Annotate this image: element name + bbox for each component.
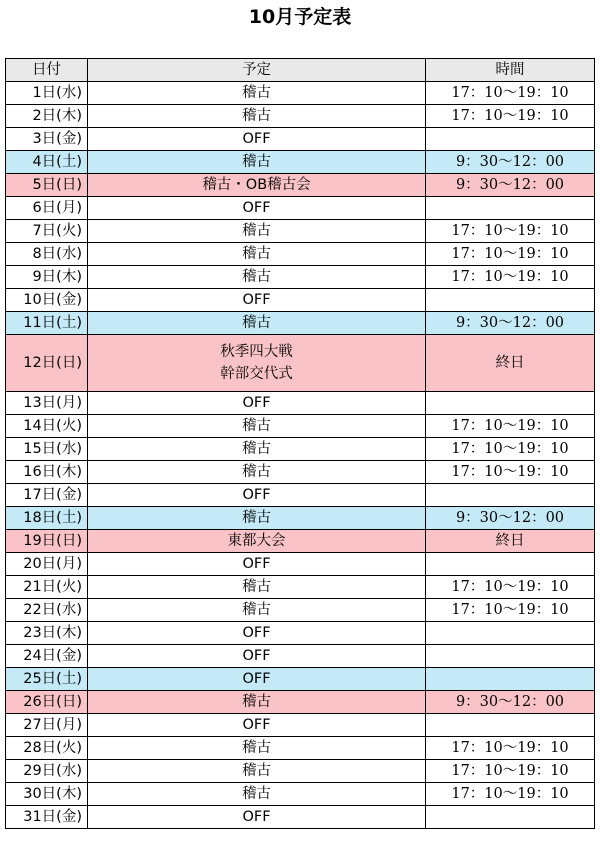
plan-text: 稽古 — [242, 786, 271, 802]
date-cell: 2日(木) — [6, 105, 88, 128]
plan-text: 稽古 — [242, 510, 271, 526]
time-cell: 17：10〜19：10 — [426, 82, 595, 105]
time-cell: 終日 — [426, 530, 595, 553]
plan-text: 稽古 — [242, 223, 271, 239]
date-cell: 23日(木) — [6, 622, 88, 645]
plan-cell — [88, 760, 426, 783]
time-cell — [426, 289, 595, 312]
time-cell — [426, 553, 595, 576]
table-row — [6, 576, 595, 599]
table-row — [6, 128, 595, 151]
plan-text: OFF — [242, 717, 271, 733]
date-cell: 6日(月) — [6, 197, 88, 220]
table-row — [6, 289, 595, 312]
plan-text: 稽古 — [242, 154, 271, 170]
date-cell: 30日(木) — [6, 783, 88, 806]
header-row — [6, 59, 595, 82]
plan-cell — [88, 691, 426, 714]
table-row — [6, 312, 595, 335]
time-cell: 17：10〜19：10 — [426, 576, 595, 599]
date-cell: 18日(土) — [6, 507, 88, 530]
table-row — [6, 714, 595, 737]
time-cell: 17：10〜19：10 — [426, 105, 595, 128]
table-row — [6, 243, 595, 266]
table-row — [6, 737, 595, 760]
time-cell — [426, 714, 595, 737]
plan-text: 稽古 — [242, 579, 271, 595]
plan-cell — [88, 174, 426, 197]
plan-cell — [88, 266, 426, 289]
header-time: 時間 — [426, 59, 595, 82]
time-cell: 終日 — [426, 335, 595, 392]
plan-cell — [88, 438, 426, 461]
plan-text: 稽古 — [242, 108, 271, 124]
plan-cell — [88, 105, 426, 128]
plan-cell — [88, 622, 426, 645]
time-cell: 9：30〜12：00 — [426, 691, 595, 714]
plan-text: OFF — [242, 809, 271, 825]
plan-text: OFF — [242, 200, 271, 216]
table-row — [6, 530, 595, 553]
plan-cell — [88, 714, 426, 737]
schedule-table — [5, 58, 595, 829]
date-cell: 22日(水) — [6, 599, 88, 622]
plan-text: OFF — [242, 625, 271, 641]
time-cell — [426, 197, 595, 220]
header-date: 日付 — [6, 59, 88, 82]
table-row — [6, 484, 595, 507]
table-row — [6, 622, 595, 645]
time-cell: 17：10〜19：10 — [426, 599, 595, 622]
plan-text: 稽古 — [242, 418, 271, 434]
plan-text: OFF — [242, 131, 271, 147]
date-cell: 13日(月) — [6, 392, 88, 415]
plan-cell — [88, 392, 426, 415]
plan-cell — [88, 243, 426, 266]
plan-cell — [88, 553, 426, 576]
date-cell: 24日(金) — [6, 645, 88, 668]
table-row — [6, 82, 595, 105]
plan-cell — [88, 484, 426, 507]
plan-text: 稽古 — [242, 763, 271, 779]
page-title: 10月予定表 — [248, 6, 352, 28]
plan-text: 幹部交代式 — [220, 366, 293, 382]
time-cell — [426, 622, 595, 645]
date-cell: 17日(金) — [6, 484, 88, 507]
date-cell: 4日(土) — [6, 151, 88, 174]
plan-cell — [88, 507, 426, 530]
table-row — [6, 335, 595, 392]
date-cell: 7日(火) — [6, 220, 88, 243]
date-cell: 9日(木) — [6, 266, 88, 289]
plan-cell — [88, 82, 426, 105]
plan-cell — [88, 415, 426, 438]
plan-cell — [88, 530, 426, 553]
date-cell: 25日(土) — [6, 668, 88, 691]
table-row — [6, 599, 595, 622]
plan-text: 稽古・OB稽古会 — [202, 177, 311, 193]
table-row — [6, 392, 595, 415]
date-cell: 21日(火) — [6, 576, 88, 599]
time-cell: 17：10〜19：10 — [426, 243, 595, 266]
date-cell: 10日(金) — [6, 289, 88, 312]
date-cell: 5日(日) — [6, 174, 88, 197]
time-cell: 17：10〜19：10 — [426, 220, 595, 243]
plan-cell — [88, 668, 426, 691]
plan-cell — [88, 197, 426, 220]
table-row — [6, 783, 595, 806]
table-row — [6, 220, 595, 243]
table-row — [6, 691, 595, 714]
plan-text: OFF — [242, 395, 271, 411]
time-cell — [426, 484, 595, 507]
header-plan: 予定 — [88, 59, 426, 82]
time-cell — [426, 645, 595, 668]
table-row — [6, 266, 595, 289]
plan-text: 秋季四大戦 — [220, 344, 293, 360]
time-cell: 17：10〜19：10 — [426, 760, 595, 783]
time-cell — [426, 668, 595, 691]
time-cell: 9：30〜12：00 — [426, 174, 595, 197]
date-cell: 1日(水) — [6, 82, 88, 105]
table-row — [6, 760, 595, 783]
plan-cell — [88, 737, 426, 760]
date-cell: 11日(土) — [6, 312, 88, 335]
time-cell: 17：10〜19：10 — [426, 783, 595, 806]
time-cell: 17：10〜19：10 — [426, 415, 595, 438]
plan-text: OFF — [242, 671, 271, 687]
time-cell: 9：30〜12：00 — [426, 151, 595, 174]
date-cell: 20日(月) — [6, 553, 88, 576]
date-cell: 19日(日) — [6, 530, 88, 553]
date-cell: 31日(金) — [6, 806, 88, 829]
plan-cell — [88, 461, 426, 484]
time-cell — [426, 392, 595, 415]
plan-text: OFF — [242, 487, 271, 503]
plan-cell — [88, 335, 426, 392]
date-cell: 3日(金) — [6, 128, 88, 151]
table-row — [6, 415, 595, 438]
time-cell: 17：10〜19：10 — [426, 737, 595, 760]
time-cell: 17：10〜19：10 — [426, 438, 595, 461]
date-cell: 8日(水) — [6, 243, 88, 266]
date-cell: 29日(水) — [6, 760, 88, 783]
plan-text: OFF — [242, 648, 271, 664]
plan-text: 稽古 — [242, 269, 271, 285]
plan-text: 稽古 — [242, 441, 271, 457]
date-cell: 28日(火) — [6, 737, 88, 760]
time-cell — [426, 128, 595, 151]
plan-cell — [88, 645, 426, 668]
table-row — [6, 197, 595, 220]
plan-cell — [88, 289, 426, 312]
table-row — [6, 174, 595, 197]
plan-text: 稽古 — [242, 740, 271, 756]
table-row — [6, 645, 595, 668]
plan-cell — [88, 599, 426, 622]
time-cell: 9：30〜12：00 — [426, 312, 595, 335]
date-cell: 15日(水) — [6, 438, 88, 461]
plan-text: 東都大会 — [227, 533, 286, 549]
date-cell: 14日(火) — [6, 415, 88, 438]
time-cell — [426, 806, 595, 829]
plan-text: 稽古 — [242, 694, 271, 710]
table-row — [6, 151, 595, 174]
date-cell: 26日(日) — [6, 691, 88, 714]
time-cell: 17：10〜19：10 — [426, 266, 595, 289]
table-row — [6, 668, 595, 691]
plan-cell — [88, 128, 426, 151]
time-cell: 17：10〜19：10 — [426, 461, 595, 484]
plan-cell — [88, 806, 426, 829]
table-row — [6, 507, 595, 530]
table-row — [6, 553, 595, 576]
table-row — [6, 461, 595, 484]
plan-text: OFF — [242, 292, 271, 308]
date-cell: 12日(日) — [6, 335, 88, 392]
plan-cell — [88, 151, 426, 174]
table-row — [6, 438, 595, 461]
date-cell: 27日(月) — [6, 714, 88, 737]
plan-text: 稽古 — [242, 85, 271, 101]
plan-text: 稽古 — [242, 315, 271, 331]
plan-cell — [88, 576, 426, 599]
time-cell: 9：30〜12：00 — [426, 507, 595, 530]
plan-text: 稽古 — [242, 246, 271, 262]
plan-text: 稽古 — [242, 602, 271, 618]
table-row — [6, 806, 595, 829]
plan-text: 稽古 — [242, 464, 271, 480]
plan-cell — [88, 312, 426, 335]
plan-cell — [88, 783, 426, 806]
plan-cell — [88, 220, 426, 243]
plan-text: OFF — [242, 556, 271, 572]
date-cell: 16日(木) — [6, 461, 88, 484]
table-row — [6, 105, 595, 128]
